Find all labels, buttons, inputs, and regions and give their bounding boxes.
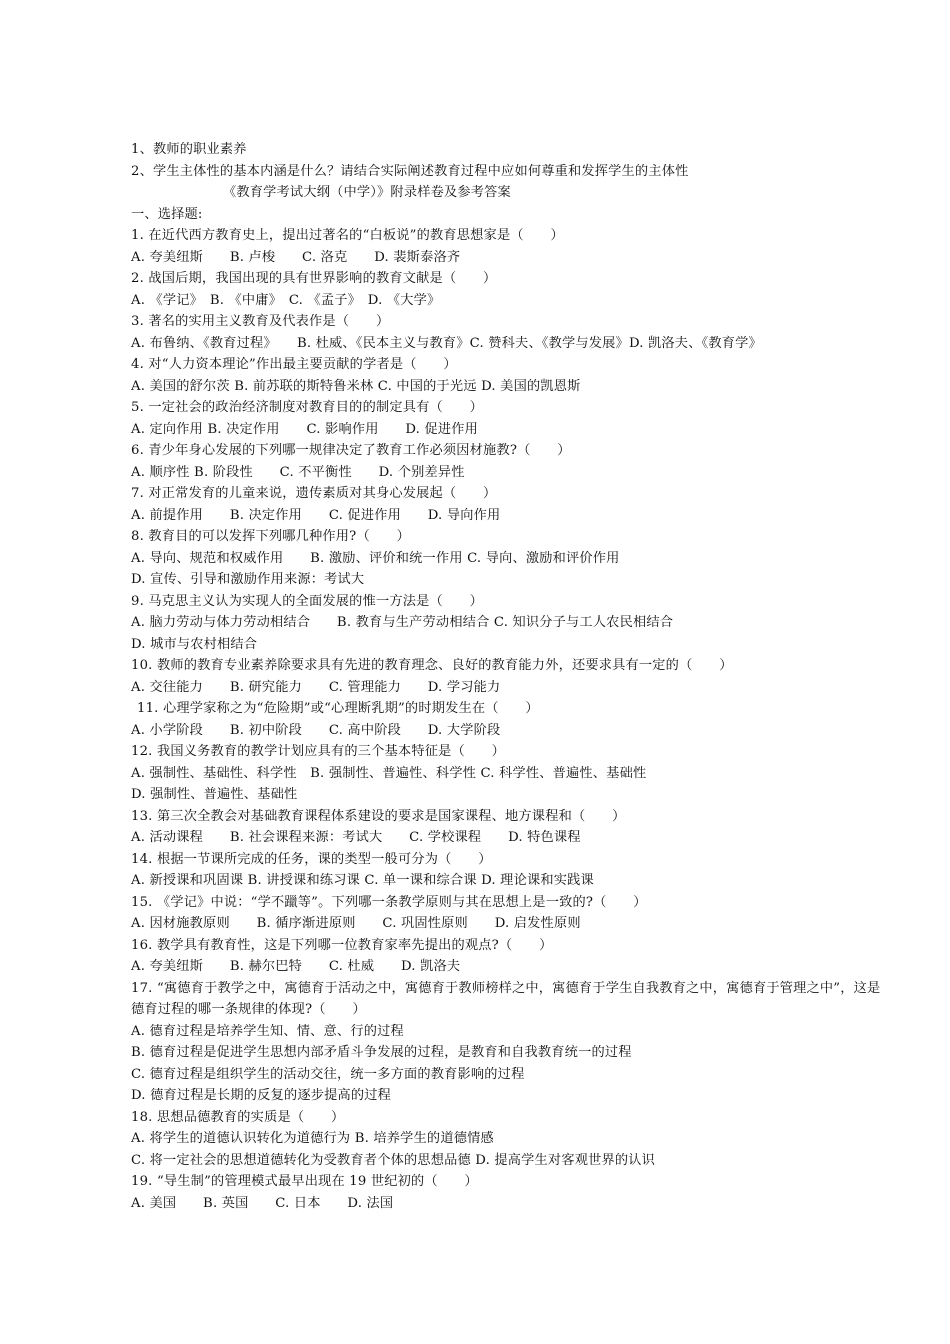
question-15: 15. 《学记》中说：“学不躐等”。下列哪一条教学原则与其在思想上是一致的?（ ） (131, 894, 647, 910)
question-4-options: A. 美国的舒尔茨 B. 前苏联的斯特鲁米林 C. 中国的于光远 D. 美国的凯恩斯 (131, 378, 581, 394)
question-18-options: A. 将学生的道德认识转化为道德行为 B. 培养学生的道德情感 (131, 1131, 494, 1146)
question-4: 4. 对“人力资本理论”作出最主要贡献的学者是（ ） (131, 357, 457, 372)
question-6: 6. 青少年身心发展的下列哪一规律决定了教育工作必须因材施教?（ ） (131, 443, 571, 458)
section-heading: 一、选择题: (131, 206, 203, 222)
question-11-options: A. 小学阶段 B. 初中阶段 C. 高中阶段 D. 大学阶段 (131, 722, 501, 738)
question-9-options-cont: D. 城市与农村相结合 (131, 636, 258, 652)
question-10-options: A. 交往能力 B. 研究能力 C. 管理能力 D. 学习能力 (131, 679, 501, 695)
question-1: 1. 在近代西方教育史上，提出过著名的“白板说”的教育思想家是（ ） (131, 228, 564, 243)
question-17: 17. “寓德育于教学之中，寓德育于活动之中，寓德育于教师榜样之中，寓德育于学生自我教育之中，寓德育于管理之中”，这是德育过程的哪一条规律的体现?（ ） (131, 980, 881, 1017)
question-3: 3. 著名的实用主义教育及代表作是（ ） (131, 314, 390, 329)
question-11: 11. 心理学家称之为“危险期”或“心理断乳期”的时期发生在（ ） (137, 701, 539, 716)
question-5: 5. 一定社会的政治经济制度对教育目的的制定具有（ ） (131, 400, 484, 415)
question-12-options-cont: D. 强制性、普遍性、基础性 (131, 787, 298, 802)
question-16: 16. 教学具有教育性，这是下列哪一位教育家率先提出的观点?（ ） (131, 937, 553, 953)
document-title: 《教育学考试大纲（中学）》附录样卷及参考答案 (223, 185, 511, 200)
document-body (131, 139, 891, 1214)
question-14: 14. 根据一节课所完成的任务，课的类型一般可分为（ ） (131, 851, 492, 867)
question-18: 18. 思想品德教育的实质是（ ） (131, 1109, 345, 1125)
question-13: 13. 第三次全教会对基础教育课程体系建设的要求是国家课程、地方课程和（ ） (131, 808, 626, 824)
question-16-options: A. 夸美纽斯 B. 赫尔巴特 C. 杜威 D. 凯洛夫 (131, 959, 461, 974)
question-8-options: A. 导向、规范和权威作用 B. 激励、评价和统一作用 C. 导向、激励和评价作用 (131, 550, 620, 566)
essay-question-2: 2、学生主体性的基本内涵是什么？请结合实际阐述教育过程中应如何尊重和发挥学生的主体性 (131, 163, 689, 179)
question-9-options: A. 脑力劳动与体力劳动相结合 B. 教育与生产劳动相结合 C. 知识分子与工人农民相结合 (131, 615, 674, 630)
question-12: 12. 我国义务教育的教学计划应具有的三个基本特征是（ ） (131, 744, 506, 759)
question-7-options: A. 前提作用 B. 决定作用 C. 促进作用 D. 导向作用 (131, 507, 501, 523)
question-18-options-cont: C. 将一定社会的思想道德转化为受教育者个体的思想品德 D. 提高学生对客观世界的认识 (131, 1152, 656, 1168)
question-6-options: A. 顺序性 B. 阶段性 C. 不平衡性 D. 个别差异性 (131, 464, 465, 480)
question-2: 2. 战国后期，我国出现的具有世界影响的教育文献是（ ） (131, 271, 497, 286)
question-5-options: A. 定向作用 B. 决定作用 C. 影响作用 D. 促进作用 (131, 421, 479, 437)
question-19-options: A. 美国 B. 英国 C. 日本 D. 法国 (131, 1195, 394, 1211)
question-1-options: A. 夸美纽斯 B. 卢梭 C. 洛克 D. 裴斯泰洛齐 (131, 249, 461, 265)
question-7: 7. 对正常发育的儿童来说，遗传素质对其身心发展起（ ） (131, 486, 497, 501)
question-2-options: A. 《学记》 B. 《中庸》 C. 《孟子》 D. 《大学》 (131, 292, 441, 308)
question-17-option-c: C. 德育过程是组织学生的活动交往，统一多方面的教育影响的过程 (131, 1066, 525, 1082)
question-3-options: A. 布鲁纳、《教育过程》 B. 杜威、《民本主义与教育》C. 赞科夫、《教学与发展》D. 凯洛夫、《教育学》 (131, 335, 762, 351)
question-15-options: A. 因材施教原则 B. 循序渐进原则 C. 巩固性原则 D. 启发性原则 (131, 916, 581, 931)
question-12-options: A. 强制性、基础性、科学性 B. 强制性、普遍性、科学性 C. 科学性、普遍性、基础性 (131, 765, 647, 781)
question-17-option-a: A. 德育过程是培养学生知、情、意、行的过程 (131, 1023, 404, 1039)
question-14-options: A. 新授课和巩固课 B. 讲授课和练习课 C. 单一课和综合课 D. 理论课和实践课 (131, 873, 594, 888)
essay-question-1: 1、教师的职业素养 (131, 142, 247, 157)
question-13-options: A. 活动课程 B. 社会课程来源：考试大 C. 学校课程 D. 特色课程 (131, 830, 581, 845)
question-10: 10. 教师的教育专业素养除要求具有先进的教育理念、良好的教育能力外，还要求具有一定的（ ） (131, 658, 733, 673)
question-19: 19. “导生制”的管理模式最早出现在 19 世纪初的（ ） (131, 1174, 478, 1189)
question-9: 9. 马克思主义认为实现人的全面发展的惟一方法是（ ） (131, 593, 484, 609)
question-17-option-d: D. 德育过程是长期的反复的逐步提高的过程 (131, 1088, 392, 1103)
question-17-option-b: B. 德育过程是促进学生思想内部矛盾斗争发展的过程，是教育和自我教育统一的过程 (131, 1045, 632, 1060)
question-8: 8. 教育目的可以发挥下列哪几种作用?（ ） (131, 529, 411, 544)
question-8-options-cont: D. 宣传、引导和激励作用来源：考试大 (131, 572, 365, 587)
